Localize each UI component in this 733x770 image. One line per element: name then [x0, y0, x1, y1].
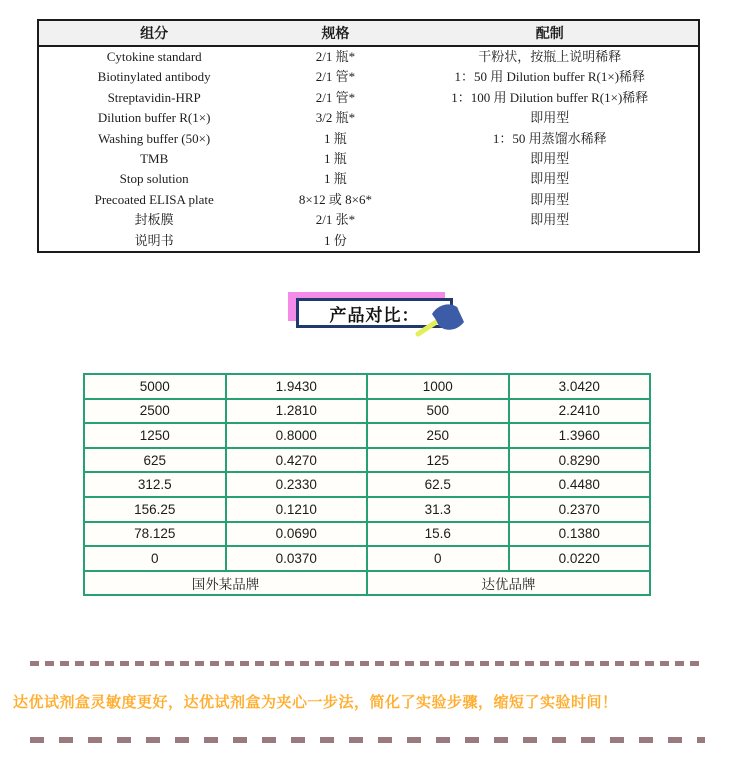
- brand-label-foreign: 国外某品牌: [84, 571, 367, 596]
- kit-cell-prep: 即用型: [530, 191, 570, 207]
- kit-row: [38, 210, 699, 230]
- kit-header-spec: 规格: [269, 20, 401, 46]
- comparison-row: [84, 448, 650, 473]
- comparison-cell: 0.1210: [226, 497, 368, 522]
- kit-cell-prep: [402, 231, 699, 252]
- comparison-cell: 0.0690: [226, 522, 368, 547]
- kit-cell-component: Dilution buffer R(1×): [97, 110, 211, 126]
- comparison-cell: 0.0370: [226, 546, 368, 571]
- kit-cell-component: Stop solution: [119, 171, 189, 187]
- kit-cell-prep: 即用型: [530, 171, 570, 187]
- kit-cell-spec: 2/1 管*: [315, 89, 356, 105]
- comparison-cell: 500: [367, 399, 509, 424]
- kit-cell-component: Washing buffer (50×): [98, 130, 211, 146]
- sensitivity-note: 达优试剂盒灵敏度更好，达优试剂盒为夹心一步法，简化了实验步骤，缩短了实验时间！: [13, 694, 618, 711]
- badge-title: 产品对比：: [329, 305, 420, 325]
- kit-cell-prep: 即用型: [530, 110, 570, 126]
- kit-cell-spec: 2/1 张*: [315, 212, 356, 228]
- kit-row: [38, 88, 699, 108]
- comparison-cell: 0.4270: [226, 448, 368, 473]
- comparison-cell: 0.1380: [509, 522, 651, 547]
- comparison-cell: 1.3960: [509, 423, 651, 448]
- comparison-cell: 0.2370: [509, 497, 651, 522]
- kit-cell-component: Biotinylated antibody: [97, 69, 211, 85]
- kit-cell-spec: 1 份: [324, 232, 347, 248]
- kit-cell-spec: 1 瓶: [324, 151, 347, 167]
- dashed-divider-bottom: [30, 737, 705, 743]
- kit-cell-spec: 1 瓶: [324, 171, 347, 187]
- comparison-row: [84, 423, 650, 448]
- kit-cell-spec: 3/2 瓶*: [315, 110, 356, 126]
- kit-cell-spec: 2/1 管*: [315, 69, 356, 85]
- kit-cell-component: 封板膜: [134, 212, 174, 228]
- kit-header-component: 组分: [38, 20, 269, 46]
- comparison-cell: 125: [367, 448, 509, 473]
- comparison-cell: 1.2810: [226, 399, 368, 424]
- comparison-cell: 0.4480: [509, 472, 651, 497]
- kit-cell-prep: 1：50 用 Dilution buffer R(1×)稀释: [454, 69, 646, 85]
- kit-components-table: [37, 19, 700, 253]
- kit-header-prep: 配制: [402, 20, 699, 46]
- kit-row: [38, 169, 699, 189]
- comparison-cell: 1.9430: [226, 374, 368, 399]
- kit-row: [38, 129, 699, 149]
- kit-cell-prep: 1：50 用蒸馏水稀释: [492, 130, 607, 146]
- kit-cell-spec: 1 瓶: [324, 130, 347, 146]
- comparison-table-container: [83, 373, 651, 596]
- comparison-cell: 250: [367, 423, 509, 448]
- comparison-cell: 0.2330: [226, 472, 368, 497]
- comparison-cell: 62.5: [367, 472, 509, 497]
- comparison-cell: 625: [84, 448, 226, 473]
- kit-cell-prep: 干粉状，按瓶上说明稀释: [478, 49, 622, 64]
- kit-row: [38, 46, 699, 67]
- comparison-cell: 78.125: [84, 522, 226, 547]
- comparison-footer-row: [84, 571, 650, 596]
- comparison-cell: 2.2410: [509, 399, 651, 424]
- comparison-cell: 15.6: [367, 522, 509, 547]
- kit-cell-component: Streptavidin-HRP: [107, 89, 201, 105]
- comparison-row: [84, 546, 650, 571]
- kit-cell-component: Precoated ELISA plate: [94, 191, 214, 207]
- comparison-cell: 5000: [84, 374, 226, 399]
- kit-row: [38, 231, 699, 252]
- kit-cell-component: 说明书: [134, 232, 174, 248]
- comparison-row: [84, 399, 650, 424]
- kit-cell-component: TMB: [140, 151, 169, 167]
- dashed-divider-top: [30, 661, 705, 666]
- comparison-cell: 1000: [367, 374, 509, 399]
- kit-cell-spec: 8×12 或 8×6*: [298, 191, 373, 207]
- comparison-cell: 0: [367, 546, 509, 571]
- comparison-cell: 156.25: [84, 497, 226, 522]
- kit-row: [38, 67, 699, 87]
- kit-cell-component: Cytokine standard: [106, 49, 202, 64]
- comparison-cell: 0.8290: [509, 448, 651, 473]
- comparison-cell: 0: [84, 546, 226, 571]
- comparison-cell: 31.3: [367, 497, 509, 522]
- comparison-cell: 1250: [84, 423, 226, 448]
- kit-components-table-container: [37, 19, 700, 253]
- comparison-row: [84, 522, 650, 547]
- brand-label-dayou: 达优品牌: [367, 571, 650, 596]
- comparison-cell: 3.0420: [509, 374, 651, 399]
- comparison-table: [83, 373, 651, 596]
- comparison-row: [84, 497, 650, 522]
- comparison-cell: 312.5: [84, 472, 226, 497]
- kit-row: [38, 149, 699, 169]
- kit-cell-prep: 1：100 用 Dilution buffer R(1×)稀释: [451, 89, 649, 105]
- kit-cell-prep: 即用型: [530, 212, 570, 228]
- kit-cell-spec: 2/1 瓶*: [315, 49, 356, 64]
- comparison-row: [84, 472, 650, 497]
- flag-with-pen-icon: [412, 301, 468, 339]
- kit-cell-prep: 即用型: [530, 151, 570, 167]
- kit-header-row: [38, 20, 699, 46]
- comparison-row: [84, 374, 650, 399]
- kit-row: [38, 108, 699, 128]
- kit-row: [38, 190, 699, 210]
- comparison-cell: 2500: [84, 399, 226, 424]
- comparison-cell: 0.8000: [226, 423, 368, 448]
- product-comparison-badge: [288, 292, 478, 340]
- comparison-cell: 0.0220: [509, 546, 651, 571]
